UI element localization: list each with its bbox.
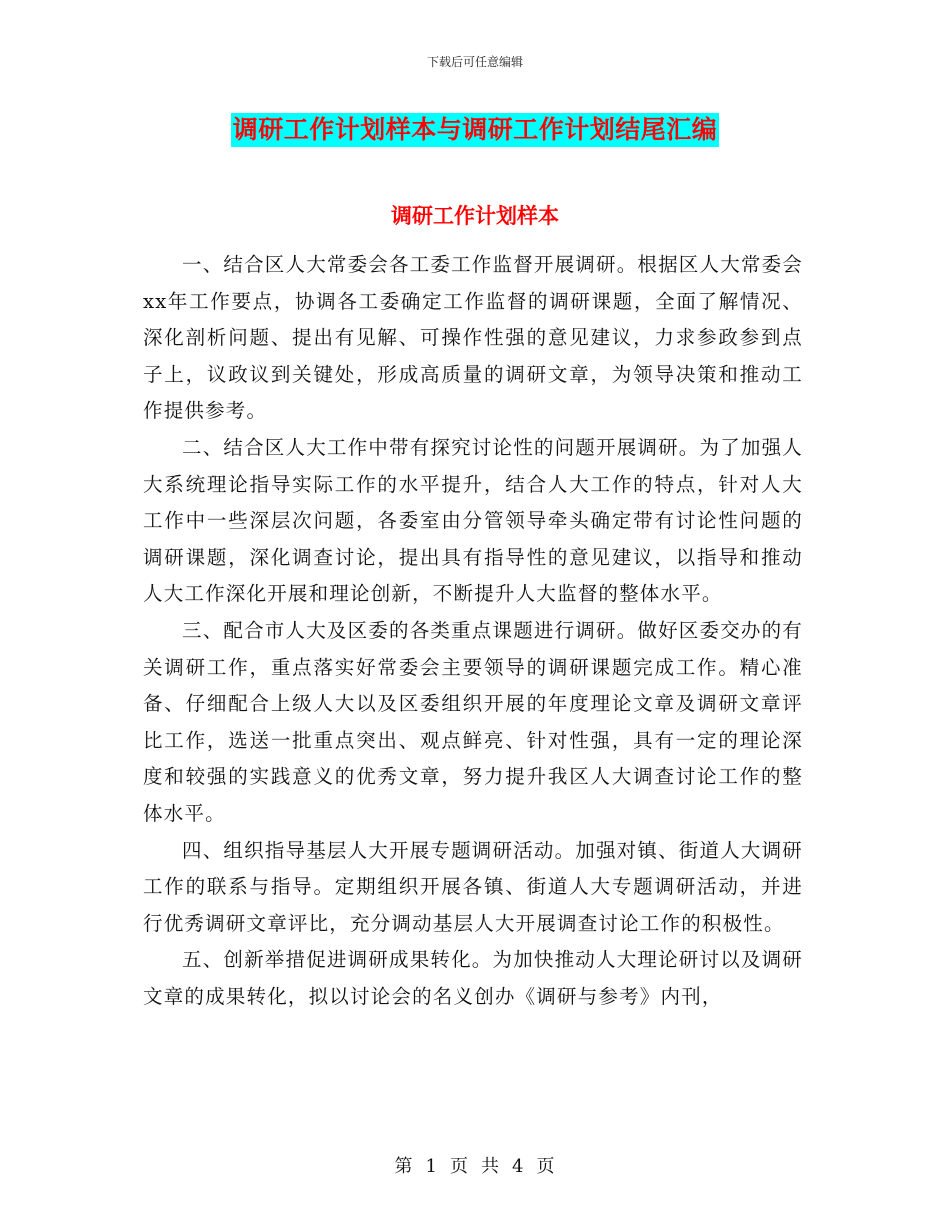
footer-gong: 共 — [481, 1156, 500, 1177]
footer-page-number: 1 — [425, 1156, 438, 1177]
paragraph-5: 五、创新举措促进调研成果转化。为加快推动人大理论研讨以及调研文章的成果转化，拟以讨论会的名义创办《调研与参考》内刊， — [143, 948, 804, 1008]
document-title-wrap — [0, 113, 950, 147]
footer-total-pages: 4 — [512, 1156, 525, 1177]
footer-ye-2: 页 — [536, 1156, 556, 1177]
footer-ye: 页 — [450, 1156, 469, 1177]
header-note: 下载后可任意编辑 — [426, 55, 523, 69]
paragraph-2: 二、结合区人大工作中带有探究讨论性的问题开展调研。为了加强人大系统理论指导实际工作的水平提升，结合人大工作的特点，针对人大工作中一些深层次问题，各委室由分管领导牵头确定带有讨论性问题的调研课题，深化调查讨论，提出具有指导性的意见建议，以指导和推动人大工作深化开展和理论创新，不断提升人大监督的整体水平。 — [143, 435, 804, 606]
section-title: 调研工作计划样本 — [391, 203, 559, 228]
document-body — [143, 247, 803, 1015]
page-footer — [0, 1152, 950, 1178]
paragraph-3: 三、配合市人大及区委的各类重点课题进行调研。做好区委交办的有关调研工作，重点落实好常委会主要领导的调研课题完成工作。精心准备、仔细配合上级人大以及区委组织开展的年度理论文章及调研文章评比工作，选送一批重点突出、观点鲜亮、针对性强，具有一定的理论深度和较强的实践意义的优秀文章，努力提升我区人大调查讨论工作的整体水平。 — [143, 618, 804, 825]
paragraph-4: 四、组织指导基层人大开展专题调研活动。加强对镇、街道人大调研工作的联系与指导。定期组织开展各镇、街道人大专题调研活动，并进行优秀调研文章评比，充分调动基层人大开展调查讨论工作的积极性。 — [143, 838, 804, 935]
footer-di: 第 — [394, 1156, 414, 1177]
paragraph-1: 一、结合区人大常委会各工委工作监督开展调研。根据区人大常委会xx年工作要点，协调各工委确定工作监督的调研课题，全面了解情况、深化剖析问题、提出有见解、可操作性强的意见建议，力求参政参到点子上，议政议到关键处，形成高质量的调研文章，为领导决策和推动工作提供参考。 — [143, 253, 804, 423]
document-title: 调研工作计划样本与调研工作计划结尾汇编 — [231, 113, 720, 147]
